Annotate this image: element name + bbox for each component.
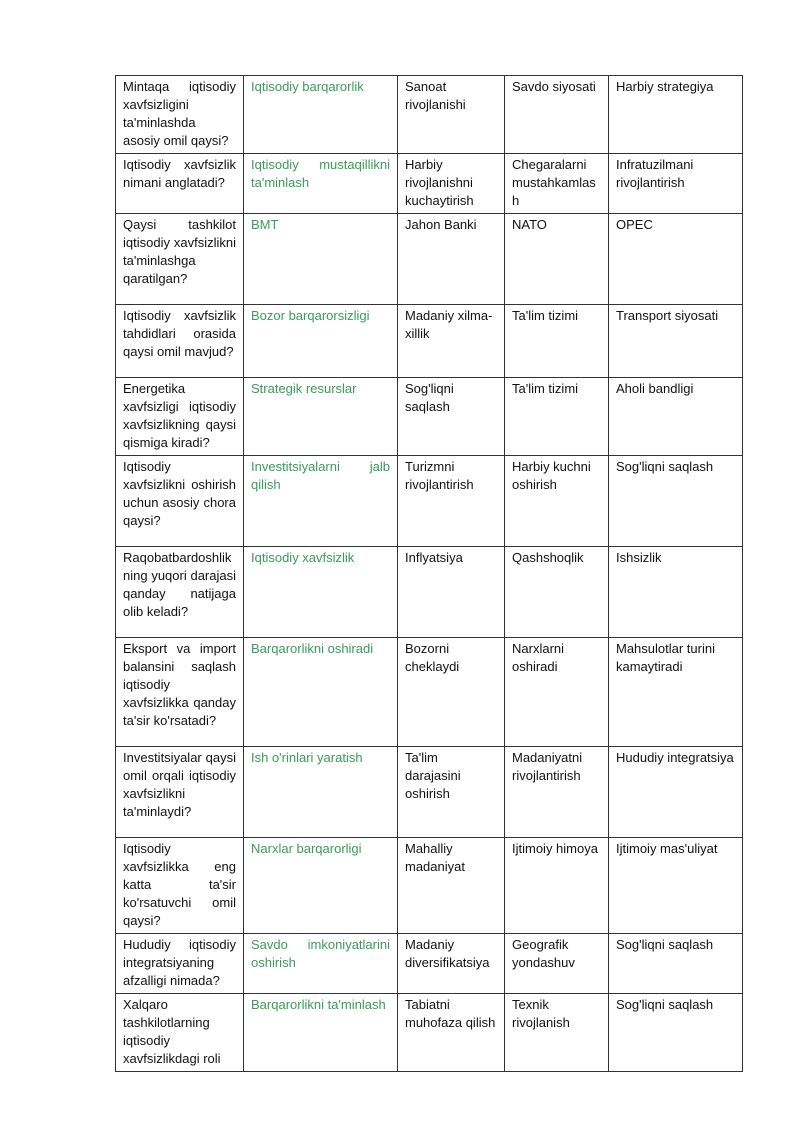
answer-option-cell: Madaniyatni rivojlantirish <box>505 747 609 838</box>
answer-option-cell: Harbiy kuchni oshirish <box>505 456 609 547</box>
correct-answer-cell: Narxlar barqarorligi <box>244 838 398 934</box>
question-cell: Iqtisodiy xavfsizlikni oshirish uchun asosiy chora qaysi? <box>116 456 244 547</box>
correct-answer-cell: BMT <box>244 214 398 305</box>
quiz-table-body <box>116 76 743 1072</box>
correct-answer-cell: Strategik resurslar <box>244 378 398 456</box>
answer-option-cell: OPEC <box>609 214 743 305</box>
answer-option-cell: Sanoat rivojlanishi <box>398 76 505 154</box>
answer-option-cell: Harbiy strategiya <box>609 76 743 154</box>
answer-option-cell: Sog'liqni saqlash <box>398 378 505 456</box>
table-row <box>116 838 743 934</box>
answer-option-cell: Hududiy integratsiya <box>609 747 743 838</box>
correct-answer-cell: Bozor barqarorsizligi <box>244 305 398 378</box>
answer-option-cell: Madaniy xilma-xillik <box>398 305 505 378</box>
answer-option-cell: Ta'lim darajasini oshirish <box>398 747 505 838</box>
correct-answer-cell: Barqarorlikni ta'minlash <box>244 994 398 1072</box>
answer-option-cell: Jahon Banki <box>398 214 505 305</box>
correct-answer-cell: Investitsiyalarni jalb qilish <box>244 456 398 547</box>
question-cell: Iqtisodiy xavfsizlik nimani anglatadi? <box>116 154 244 214</box>
table-row <box>116 456 743 547</box>
answer-option-cell: Bozorni cheklaydi <box>398 638 505 747</box>
answer-option-cell: Ijtimoiy mas'uliyat <box>609 838 743 934</box>
question-cell: Eksport va import balansini saqlash iqtisodiy xavfsizlikka qanday ta'sir ko'rsatadi? <box>116 638 244 747</box>
correct-answer-cell: Barqarorlikni oshiradi <box>244 638 398 747</box>
question-cell: Qaysi tashkilot iqtisodiy xavfsizlikni ta'minlashga qaratilgan? <box>116 214 244 305</box>
answer-option-cell: Sog'liqni saqlash <box>609 994 743 1072</box>
correct-answer-cell: Iqtisodiy mustaqillikni ta'minlash <box>244 154 398 214</box>
question-cell: Energetika xavfsizligi iqtisodiy xavfsizlikning qaysi qismiga kiradi? <box>116 378 244 456</box>
question-cell: Iqtisodiy xavfsizlik tahdidlari orasida qaysi omil mavjud? <box>116 305 244 378</box>
question-cell: Mintaqa iqtisodiy xavfsizligini ta'minlashda asosiy omil qaysi? <box>116 76 244 154</box>
correct-answer-cell: Iqtisodiy barqarorlik <box>244 76 398 154</box>
answer-option-cell: Ishsizlik <box>609 547 743 638</box>
answer-option-cell: Ta'lim tizimi <box>505 378 609 456</box>
table-row <box>116 214 743 305</box>
table-row <box>116 154 743 214</box>
answer-option-cell: Geografik yondashuv <box>505 934 609 994</box>
answer-option-cell: Turizmni rivojlantirish <box>398 456 505 547</box>
answer-option-cell: Transport siyosati <box>609 305 743 378</box>
table-row <box>116 747 743 838</box>
table-row <box>116 994 743 1072</box>
table-row <box>116 934 743 994</box>
correct-answer-cell: Iqtisodiy xavfsizlik <box>244 547 398 638</box>
answer-option-cell: Narxlarni oshiradi <box>505 638 609 747</box>
answer-option-cell: Mahsulotlar turini kamaytiradi <box>609 638 743 747</box>
answer-option-cell: Mahalliy madaniyat <box>398 838 505 934</box>
answer-option-cell: Harbiy rivojlanishni kuchaytirish <box>398 154 505 214</box>
answer-option-cell: Chegaralarni mustahkamlash <box>505 154 609 214</box>
answer-option-cell: Qashshoqlik <box>505 547 609 638</box>
answer-option-cell: Texnik rivojlanish <box>505 994 609 1072</box>
question-cell: Investitsiyalar qaysi omil orqali iqtisodiy xavfsizlikni ta'minlaydi? <box>116 747 244 838</box>
answer-option-cell: Ta'lim tizimi <box>505 305 609 378</box>
question-cell: Raqobatbardoshlikning yuqori darajasi qanday natijaga olib keladi? <box>116 547 244 638</box>
table-row <box>116 378 743 456</box>
answer-option-cell: Tabiatni muhofaza qilish <box>398 994 505 1072</box>
question-cell: Iqtisodiy xavfsizlikka eng katta ta'sir ko'rsatuvchi omil qaysi? <box>116 838 244 934</box>
table-row <box>116 638 743 747</box>
question-cell: Xalqaro tashkilotlarning iqtisodiy xavfsizlikdagi roli <box>116 994 244 1072</box>
answer-option-cell: Inflyatsiya <box>398 547 505 638</box>
correct-answer-cell: Ish o'rinlari yaratish <box>244 747 398 838</box>
quiz-table <box>115 75 743 1072</box>
answer-option-cell: Ijtimoiy himoya <box>505 838 609 934</box>
table-row <box>116 76 743 154</box>
answer-option-cell: Infratuzilmani rivojlantirish <box>609 154 743 214</box>
question-cell: Hududiy iqtisodiy integratsiyaning afzalligi nimada? <box>116 934 244 994</box>
answer-option-cell: NATO <box>505 214 609 305</box>
answer-option-cell: Savdo siyosati <box>505 76 609 154</box>
table-row <box>116 547 743 638</box>
answer-option-cell: Sog'liqni saqlash <box>609 456 743 547</box>
table-row <box>116 305 743 378</box>
correct-answer-cell: Savdo imkoniyatlarini oshirish <box>244 934 398 994</box>
answer-option-cell: Aholi bandligi <box>609 378 743 456</box>
answer-option-cell: Sog'liqni saqlash <box>609 934 743 994</box>
answer-option-cell: Madaniy diversifikatsiya <box>398 934 505 994</box>
